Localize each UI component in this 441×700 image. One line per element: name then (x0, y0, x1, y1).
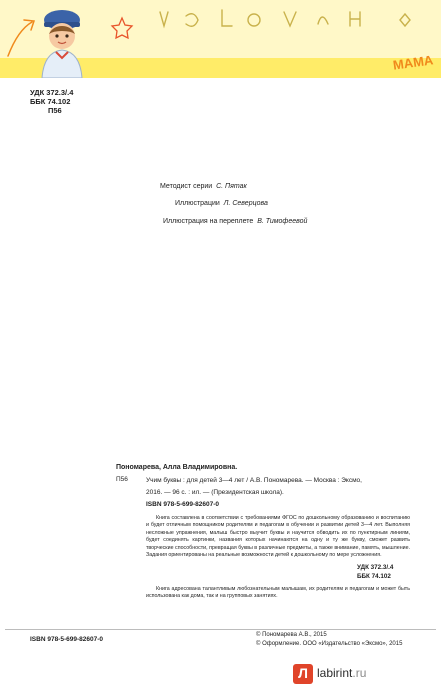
doodle-letters-icon (160, 10, 410, 26)
credit-person: В. Тимофеевой (257, 218, 308, 225)
bbk-code-top: ББК 74.102 (30, 97, 71, 106)
doodle-star-icon (112, 18, 132, 38)
labirint-watermark (317, 666, 366, 680)
annotation-paragraph: Книга составлена в соответствии с требованиями ФГОС по дошкольному образованию и воспитанию и будет отличным помощником родителям и педагогам в обучении и развитии детей 3—4 лет. Выполняя несложные упражнения, малыш быстро выучит буквы и научится обводить их по пунктирным линиям, будет соединять картинки, названия которых начинаются на одну и ту же букву, сможет развить творческие способности, превращая буквы в различные предметы, а также внимание, память, мышление. Задания ориентированы на реальные возможности детей к дошкольному по мере усложнения. (146, 515, 410, 559)
credit-methodist (160, 183, 247, 190)
catalog-title-line: Учим буквы : для детей 3—4 лет / А.В. Пономарева. — Москва : Эксмо, (146, 477, 362, 484)
credit-illustrations (175, 200, 268, 207)
audience-paragraph: Книга адресована талантливым любознательным малышам, их родителям и педагогам и может быть использована как дома, так и на групповых занятиях. (146, 586, 410, 600)
credit-role: Иллюстрация на переплете (163, 218, 254, 225)
copyright-design: © Оформление. ООО «Издательство «Эксмо», 2015 (256, 641, 403, 647)
doodle-rocket-icon (8, 20, 34, 56)
credit-role: Иллюстрации (175, 200, 220, 207)
labirint-logo-icon (293, 664, 313, 684)
udk-code-top: УДК 372.3/.4 (30, 88, 74, 97)
author-code-top: П56 (48, 106, 62, 115)
udk-code-right: УДК 372.3/.4 (357, 564, 394, 571)
header-banner (0, 0, 441, 78)
credit-cover (163, 218, 307, 225)
watermark-domain: .ru (352, 666, 367, 680)
mama-badge-text: МАМА (392, 52, 435, 73)
footer-divider (5, 629, 436, 630)
credit-person: С. Пятак (216, 183, 247, 190)
bbk-code-right: ББК 74.102 (357, 573, 391, 580)
footer-isbn: ISBN 978-5-699-82607-0 (30, 636, 103, 643)
catalog-author: Пономарева, Алла Владимировна. (116, 464, 238, 471)
catalog-isbn: ISBN 978-5-699-82607-0 (146, 501, 219, 508)
labirint-logo-letter: Л (298, 665, 308, 681)
watermark-name: labirint (317, 666, 353, 680)
banner-illustration (0, 0, 441, 78)
child-figure (42, 10, 82, 78)
copyright-author: © Пономарева А.В., 2015 (256, 632, 327, 638)
credit-person: Л. Северцова (223, 200, 268, 207)
catalog-imprint-line: 2016. — 96 с. : ил. — (Президентская школа). (146, 489, 284, 496)
credit-role: Методист серии (160, 183, 213, 190)
catalog-code: П56 (116, 476, 128, 483)
